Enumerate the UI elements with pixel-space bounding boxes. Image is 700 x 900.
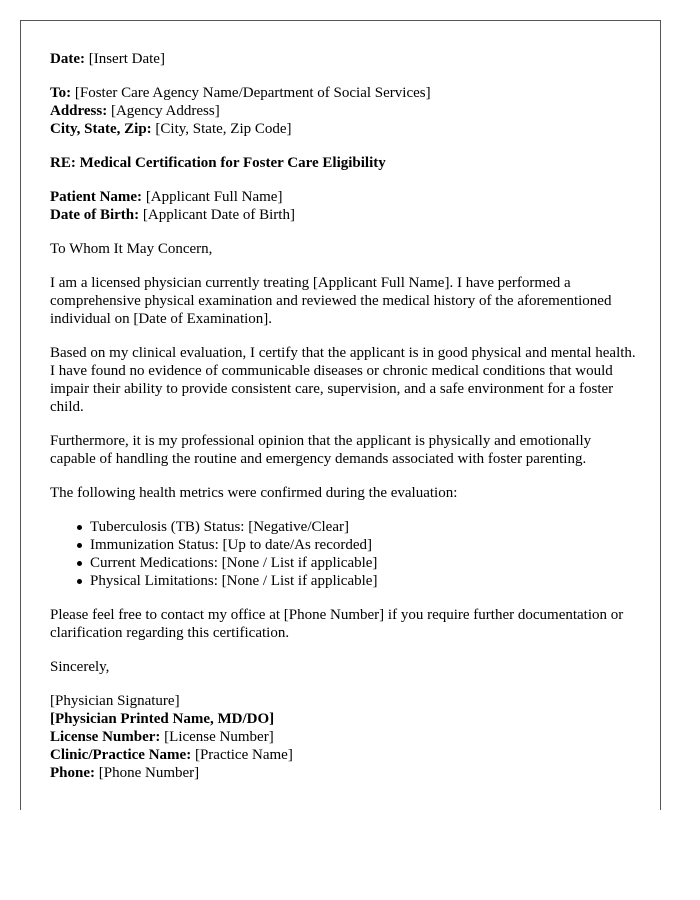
letter-page [20,20,661,810]
body-paragraph-1: I am a licensed physician currently treating [Applicant Full Name]. I have performed a comprehensive physical examination and reviewed the medical history of the aforementioned individual on [Date of Examination]. [50,275,612,327]
address-value: [Agency Address] [110,103,220,119]
license-label: License Number: [50,729,161,745]
closing: Sincerely, [50,659,110,675]
date-value: [Insert Date] [88,51,165,67]
list-item: Physical Limitations: [None / List if applicable] [90,572,640,590]
to-value: [Foster Care Agency Name/Department of Social Services] [74,85,431,101]
body-paragraph-3: Furthermore, it is my professional opinion that the applicant is physically and emotionally capable of handling the routine and emergency demands associated with foster parenting. [50,433,592,467]
recipient-block [50,84,640,138]
list-item: Tuberculosis (TB) Status: [Negative/Clear] [90,518,640,536]
address-line [50,102,640,120]
closing-paragraph: Please feel free to contact my office at [Phone Number] if you require further documentation or clarification regarding this certification. [50,607,624,641]
subject-line [50,154,640,172]
city-label: City, State, Zip: [50,121,152,137]
date-label: Date: [50,51,85,67]
license-value: [License Number] [164,729,274,745]
city-value: [City, State, Zip Code] [155,121,292,137]
to-label: To: [50,85,72,101]
clinic-line [50,746,640,764]
printed-name: [Physician Printed Name, MD/DO] [50,711,275,727]
phone-value: [Phone Number] [98,765,200,781]
patient-name-value: [Applicant Full Name] [145,189,283,205]
signature-block [50,692,640,782]
salutation: To Whom It May Concern, [50,241,213,257]
patient-dob-value: [Applicant Date of Birth] [142,207,295,223]
clinic-value: [Practice Name] [194,747,293,763]
letter-content [50,50,640,798]
signature-line: [Physician Signature] [50,693,180,709]
phone-line [50,764,640,782]
patient-name-label: Patient Name: [50,189,143,205]
list-item: Immunization Status: [Up to date/As recorded] [90,536,640,554]
patient-dob-line [50,206,640,224]
health-metrics-list [50,518,640,590]
date-line [50,50,640,68]
subject-text: RE: Medical Certification for Foster Care Eligibility [50,155,386,171]
phone-label: Phone: [50,765,95,781]
address-label: Address: [50,103,108,119]
license-line [50,728,640,746]
body-paragraph-2: Based on my clinical evaluation, I certify that the applicant is in good physical and mental health. I have found no evidence of communicable diseases or chronic medical conditions that would impair their ability to provide consistent care, supervision, and a safe environment for a foster child. [50,345,636,415]
list-item: Current Medications: [None / List if applicable] [90,554,640,572]
patient-name-line [50,188,640,206]
patient-dob-label: Date of Birth: [50,207,140,223]
city-line [50,120,640,138]
body-paragraph-4: The following health metrics were confirmed during the evaluation: [50,485,458,501]
clinic-label: Clinic/Practice Name: [50,747,192,763]
to-line [50,84,640,102]
patient-block [50,188,640,224]
